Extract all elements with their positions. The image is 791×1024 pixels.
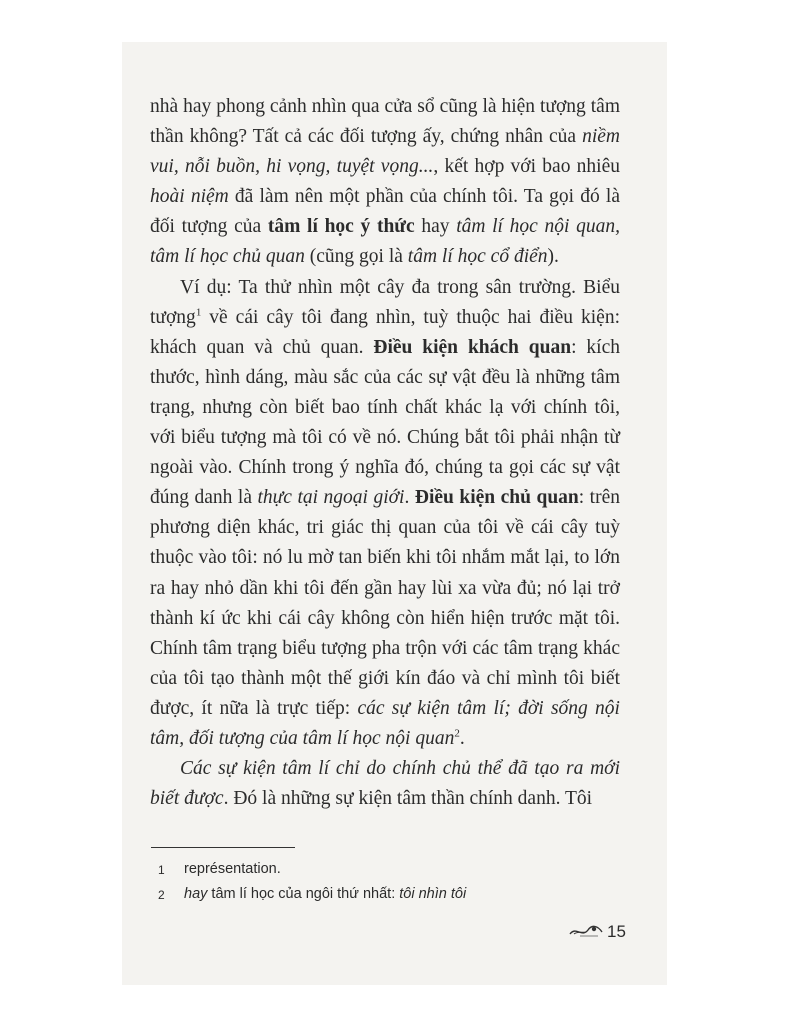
text-run: nhà hay phong cảnh nhìn qua cửa sổ cũng là hiện tượng tâm thần không? Tất cả các đối tượng ấy, chứng nhân của <box>150 96 620 148</box>
text-run: ). <box>547 246 559 268</box>
footnote-text <box>184 857 281 882</box>
text-run: . <box>404 487 415 509</box>
footnotes <box>158 857 598 907</box>
text-run: , kết hợp với bao nhiêu <box>433 156 621 178</box>
footnote-divider <box>151 847 295 848</box>
footnote-number: 2 <box>158 888 165 902</box>
text-run: Điều kiện chủ quan <box>414 487 579 509</box>
text-run: : kích thước, hình dáng, màu sắc của các sự vật đều là những tâm trạng, nhưng còn biết bao tính chất khác lạ với chính tôi, với biểu tượng mà tôi có về nó. Chúng bắt tôi phải nhận từ ngoài vào. Chính trong ý nghĩa đó, chúng ta gọi các sự vật đúng danh là <box>150 336 620 509</box>
text-run: représentation. <box>184 861 281 877</box>
text-run: thực tại ngoại giới <box>257 487 405 509</box>
text-run: về cái cây tôi đang nhìn, tuỳ thuộc hai điều kiện: khách quan và chủ quan. <box>150 306 620 358</box>
body-text <box>150 92 620 814</box>
page-number: 15 <box>607 922 626 941</box>
text-run: tâm lí học cổ điển <box>407 246 548 268</box>
paragraph-1 <box>150 92 620 273</box>
text-run: 1 <box>195 306 202 319</box>
text-run: . <box>459 727 465 749</box>
text-run: tâm lí học nội quan, tâm lí học chủ quan <box>150 216 621 268</box>
text-run: đã làm nên một phần của chính tôi. Ta gọi đó là đối tượng của <box>150 186 620 238</box>
paragraph-2 <box>150 273 620 755</box>
text-run: các sự kiện tâm lí; đời sống nội tâm, đối tượng của tâm lí học nội quan <box>150 697 620 749</box>
text-run: tâm lí học của ngôi thứ nhất: <box>207 886 400 902</box>
text-run: : trên phương diện khác, tri giác thị quan của tôi về cái cây tuỳ thuộc vào tôi: nó lu mờ tan biến khi tôi nhắm mắt lại, to lớn ra hay nhỏ dần khi tôi đến gần hay lùi xa vừa đủ; nó lại trở thành kí ức khi cái cây không còn hiển hiện trước mặt tôi. Chính tâm trạng biểu tượng pha trộn với các tâm trạng khác của tôi tạo thành một thế giới kín đáo và chỉ mình tôi biết được, ít nữa là trực tiếp: <box>150 487 621 719</box>
footnote-number: 1 <box>158 863 165 877</box>
text-run: Các sự kiện tâm lí chỉ do chính chủ thể đã tạo ra mới biết được <box>150 758 620 810</box>
text-run: hay <box>414 216 457 238</box>
text-run: hay <box>184 886 208 902</box>
footnote-2 <box>158 882 598 907</box>
text-run: tôi nhìn tôi <box>399 886 467 902</box>
footnote-1 <box>158 857 598 882</box>
footnote-text <box>184 882 466 907</box>
text-run: 2 <box>454 727 460 740</box>
text-run: hoài niệm <box>150 186 229 208</box>
text-run: . Đó là những sự kiện tâm thần chính danh. Tôi <box>223 788 593 810</box>
text-run: (cũng gọi là <box>304 246 408 268</box>
page-ornament-icon <box>568 920 606 940</box>
text-run: Ví dụ: Ta thử nhìn một cây đa trong sân trường. Biểu tượng <box>150 276 620 328</box>
text-run: tâm lí học ý thức <box>267 216 415 238</box>
text-run: niềm vui, nỗi buồn, hi vọng, tuyệt vọng... <box>150 126 620 178</box>
paragraph-3 <box>150 754 620 814</box>
text-run: Điều kiện khách quan <box>373 336 572 358</box>
